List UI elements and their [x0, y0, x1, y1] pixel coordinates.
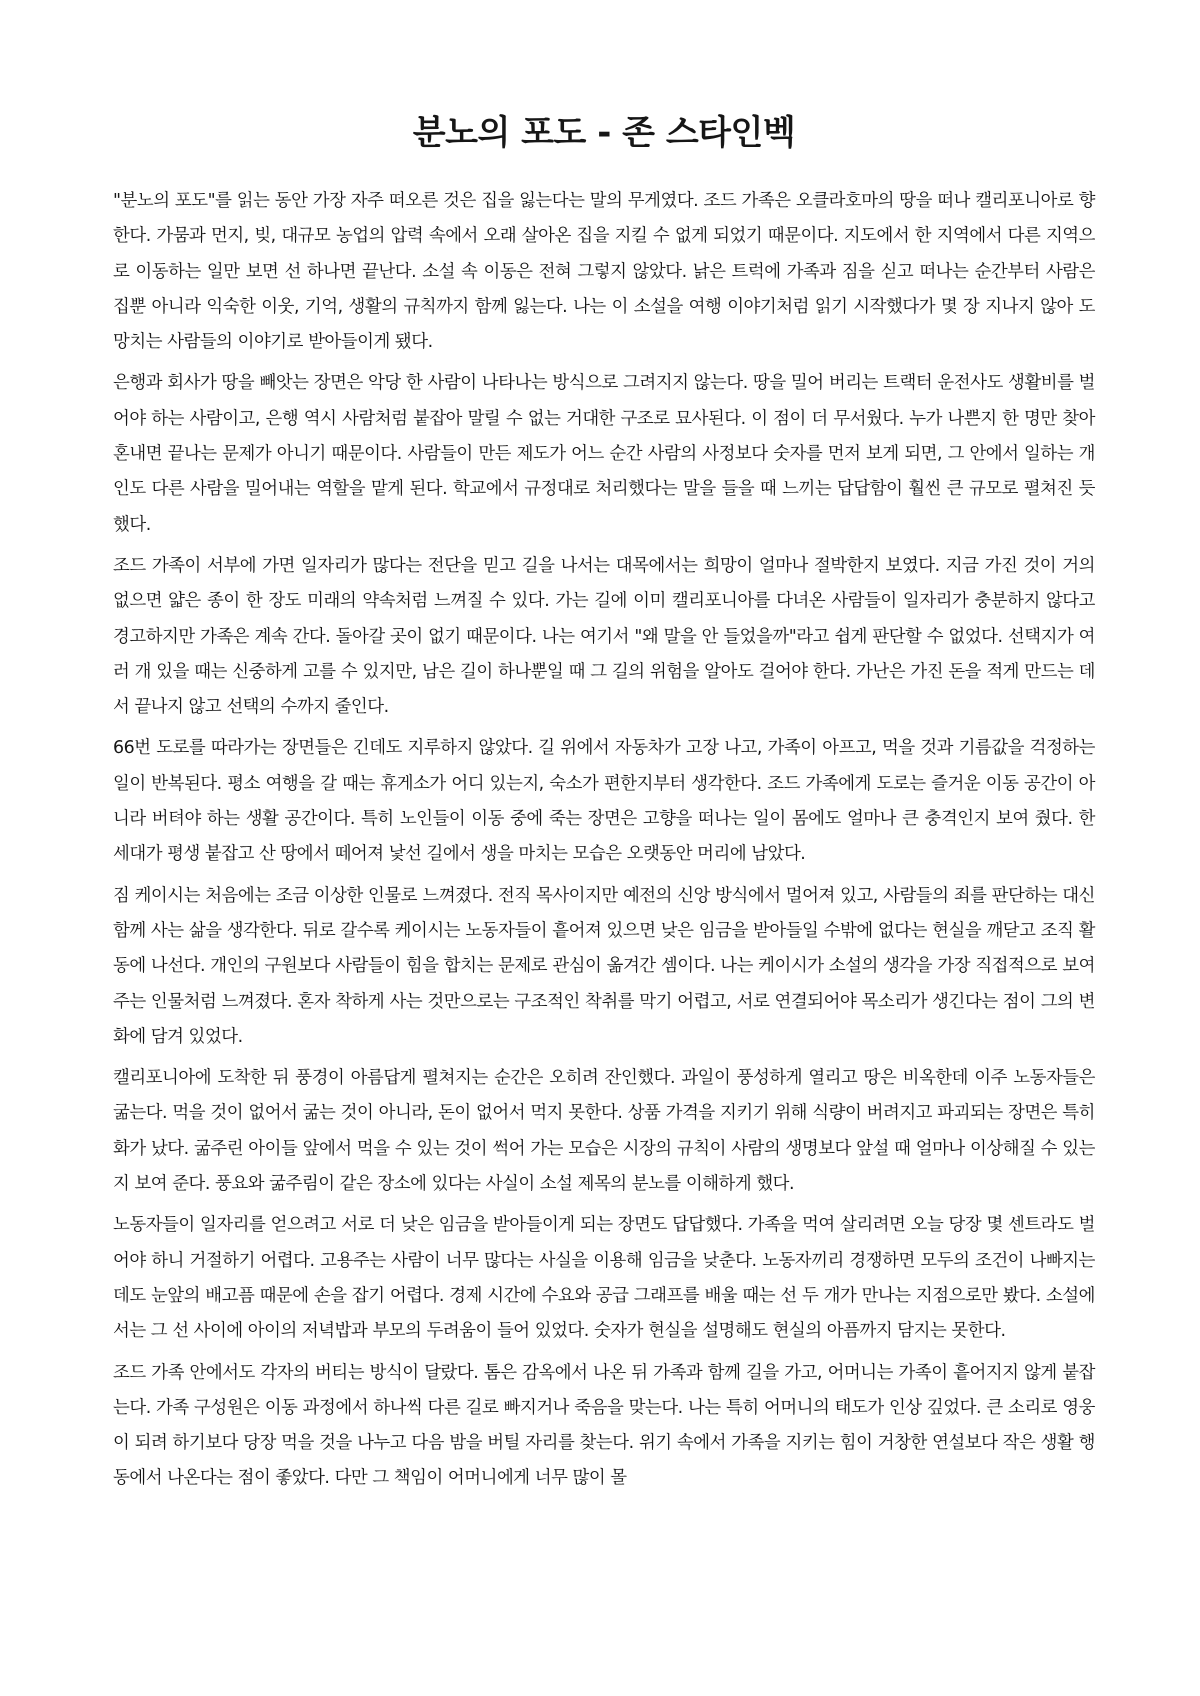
document-title: 분노의 포도 - 존 스타인벡	[412, 113, 796, 153]
paragraph-2: 은행과 회사가 땅을 빼앗는 장면은 악당 한 사람이 나타나는 방식으로 그려지지 않는다. 땅을 밀어 버리는 트랙터 운전사도 생활비를 벌어야 하는 사람이고, 은행 역시 사람처럼 붙잡아 말릴 수 없는 거대한 구조로 묘사된다. 이 점이 더 무서웠다. 누가 나쁜지 한 명만 찾아 혼내면 끝나는 문제가 아니기 때문이다. 사람들이 만든 제도가 어느 순간 사람의 사정보다 숫자를 먼저 보게 되면, 그 안에서 일하는 개인도 다른 사람을 밀어내는 역할을 맡게 된다. 학교에서 규정대로 처리했다는 말을 들을 때 느끼는 답답함이 훨씬 큰 규모로 펼쳐진 듯했다.	[113, 373, 1095, 535]
paragraph-1: "분노의 포도"를 읽는 동안 가장 자주 떠오른 것은 집을 잃는다는 말의 무게였다. 조드 가족은 오클라호마의 땅을 떠나 캘리포니아로 향한다. 가뭄과 먼지, 빚, 대규모 농업의 압력 속에서 오래 살아온 집을 지킬 수 없게 되었기 때문이다. 지도에서 한 지역에서 다른 지역으로 이동하는 일만 보면 선 하나면 끝난다. 소설 속 이동은 전혀 그렇지 않았다. 낡은 트럭에 가족과 짐을 싣고 떠나는 순간부터 사람은 집뿐 아니라 익숙한 이웃, 기억, 생활의 규칙까지 함께 잃는다. 나는 이 소설을 여행 이야기처럼 읽기 시작했다가 몇 장 지나지 않아 도망치는 사람들의 이야기로 받아들이게 됐다.	[113, 191, 1095, 353]
paragraph-3: 조드 가족이 서부에 가면 일자리가 많다는 전단을 믿고 길을 나서는 대목에서는 희망이 얼마나 절박한지 보였다. 지금 가진 것이 거의 없으면 얇은 종이 한 장도 미래의 약속처럼 느껴질 수 있다. 가는 길에 이미 캘리포니아를 다녀온 사람들이 일자리가 충분하지 않다고 경고하지만 가족은 계속 간다. 돌아갈 곳이 없기 때문이다. 나는 여기서 "왜 말을 안 들었을까"라고 쉽게 판단할 수 없었다. 선택지가 여러 개 있을 때는 신중하게 고를 수 있지만, 남은 길이 하나뿐일 때 그 길의 위험을 알아도 걸어야 한다. 가난은 가진 돈을 적게 만드는 데서 끝나지 않고 선택의 수까지 줄인다.	[113, 555, 1095, 718]
paragraph-4: 66번 도로를 따라가는 장면들은 긴데도 지루하지 않았다. 길 위에서 자동차가 고장 나고, 가족이 아프고, 먹을 것과 기름값을 걱정하는 일이 반복된다. 평소 여행을 갈 때는 휴게소가 어디 있는지, 숙소가 편한지부터 생각한다. 조드 가족에게 도로는 즐거운 이동 공간이 아니라 버텨야 하는 생활 공간이다. 특히 노인들이 이동 중에 죽는 장면은 고향을 떠나는 일이 몸에도 얼마나 큰 충격인지 보여 줬다. 한 세대가 평생 붙잡고 산 땅에서 떼어져 낯선 길에서 생을 마치는 모습은 오랫동안 머리에 남았다.	[113, 738, 1095, 865]
paragraph-7: 노동자들이 일자리를 얻으려고 서로 더 낮은 임금을 받아들이게 되는 장면도 답답했다. 가족을 먹여 살리려면 오늘 당장 몇 센트라도 벌어야 하니 거절하기 어렵다. 고용주는 사람이 너무 많다는 사실을 이용해 임금을 낮춘다. 노동자끼리 경쟁하면 모두의 조건이 나빠지는데도 눈앞의 배고픔 때문에 손을 잡기 어렵다. 경제 시간에 수요와 공급 그래프를 배울 때는 선 두 개가 만나는 지점으로만 봤다. 소설에서는 그 선 사이에 아이의 저녁밥과 부모의 두려움이 들어 있었다. 숫자가 현실을 설명해도 현실의 아픔까지 담지는 못한다.	[113, 1215, 1095, 1342]
paragraph-8: 조드 가족 안에서도 각자의 버티는 방식이 달랐다. 톰은 감옥에서 나온 뒤 가족과 함께 길을 가고, 어머니는 가족이 흩어지지 않게 붙잡는다. 가족 구성원은 이동 과정에서 하나씩 다른 길로 빠지거나 죽음을 맞는다. 나는 특히 어머니의 태도가 인상 깊었다. 큰 소리로 영웅이 되려 하기보다 당장 먹을 것을 나누고 다음 밤을 버틸 자리를 찾는다. 위기 속에서 가족을 지키는 힘이 거창한 연설보다 작은 생활 행동에서 나온다는 점이 좋았다. 다만 그 책임이 어머니에게 너무 많이 몰	[113, 1362, 1095, 1489]
paragraph-5: 짐 케이시는 처음에는 조금 이상한 인물로 느껴졌다. 전직 목사이지만 예전의 신앙 방식에서 멀어져 있고, 사람들의 죄를 판단하는 대신 함께 사는 삶을 생각한다. 뒤로 갈수록 케이시는 노동자들이 흩어져 있으면 낮은 임금을 받아들일 수밖에 없다는 현실을 깨닫고 조직 활동에 나선다. 개인의 구원보다 사람들이 힘을 합치는 문제로 관심이 옮겨간 셈이다. 나는 케이시가 소설의 생각을 가장 직접적으로 보여 주는 인물처럼 느껴졌다. 혼자 착하게 사는 것만으로는 구조적인 착취를 막기 어렵고, 서로 연결되어야 목소리가 생긴다는 점이 그의 변화에 담겨 있었다.	[113, 885, 1095, 1047]
paragraph-6: 캘리포니아에 도착한 뒤 풍경이 아름답게 펼쳐지는 순간은 오히려 잔인했다. 과일이 풍성하게 열리고 땅은 비옥한데 이주 노동자들은 굶는다. 먹을 것이 없어서 굶는 것이 아니라, 돈이 없어서 먹지 못한다. 상품 가격을 지키기 위해 식량이 버려지고 파괴되는 장면은 특히 화가 났다. 굶주린 아이들 앞에서 먹을 수 있는 것이 썩어 가는 모습은 시장의 규칙이 사람의 생명보다 앞설 때 얼마나 이상해질 수 있는지 보여 준다. 풍요와 굶주림이 같은 장소에 있다는 사실이 소설 제목의 분노를 이해하게 했다.	[113, 1068, 1095, 1195]
